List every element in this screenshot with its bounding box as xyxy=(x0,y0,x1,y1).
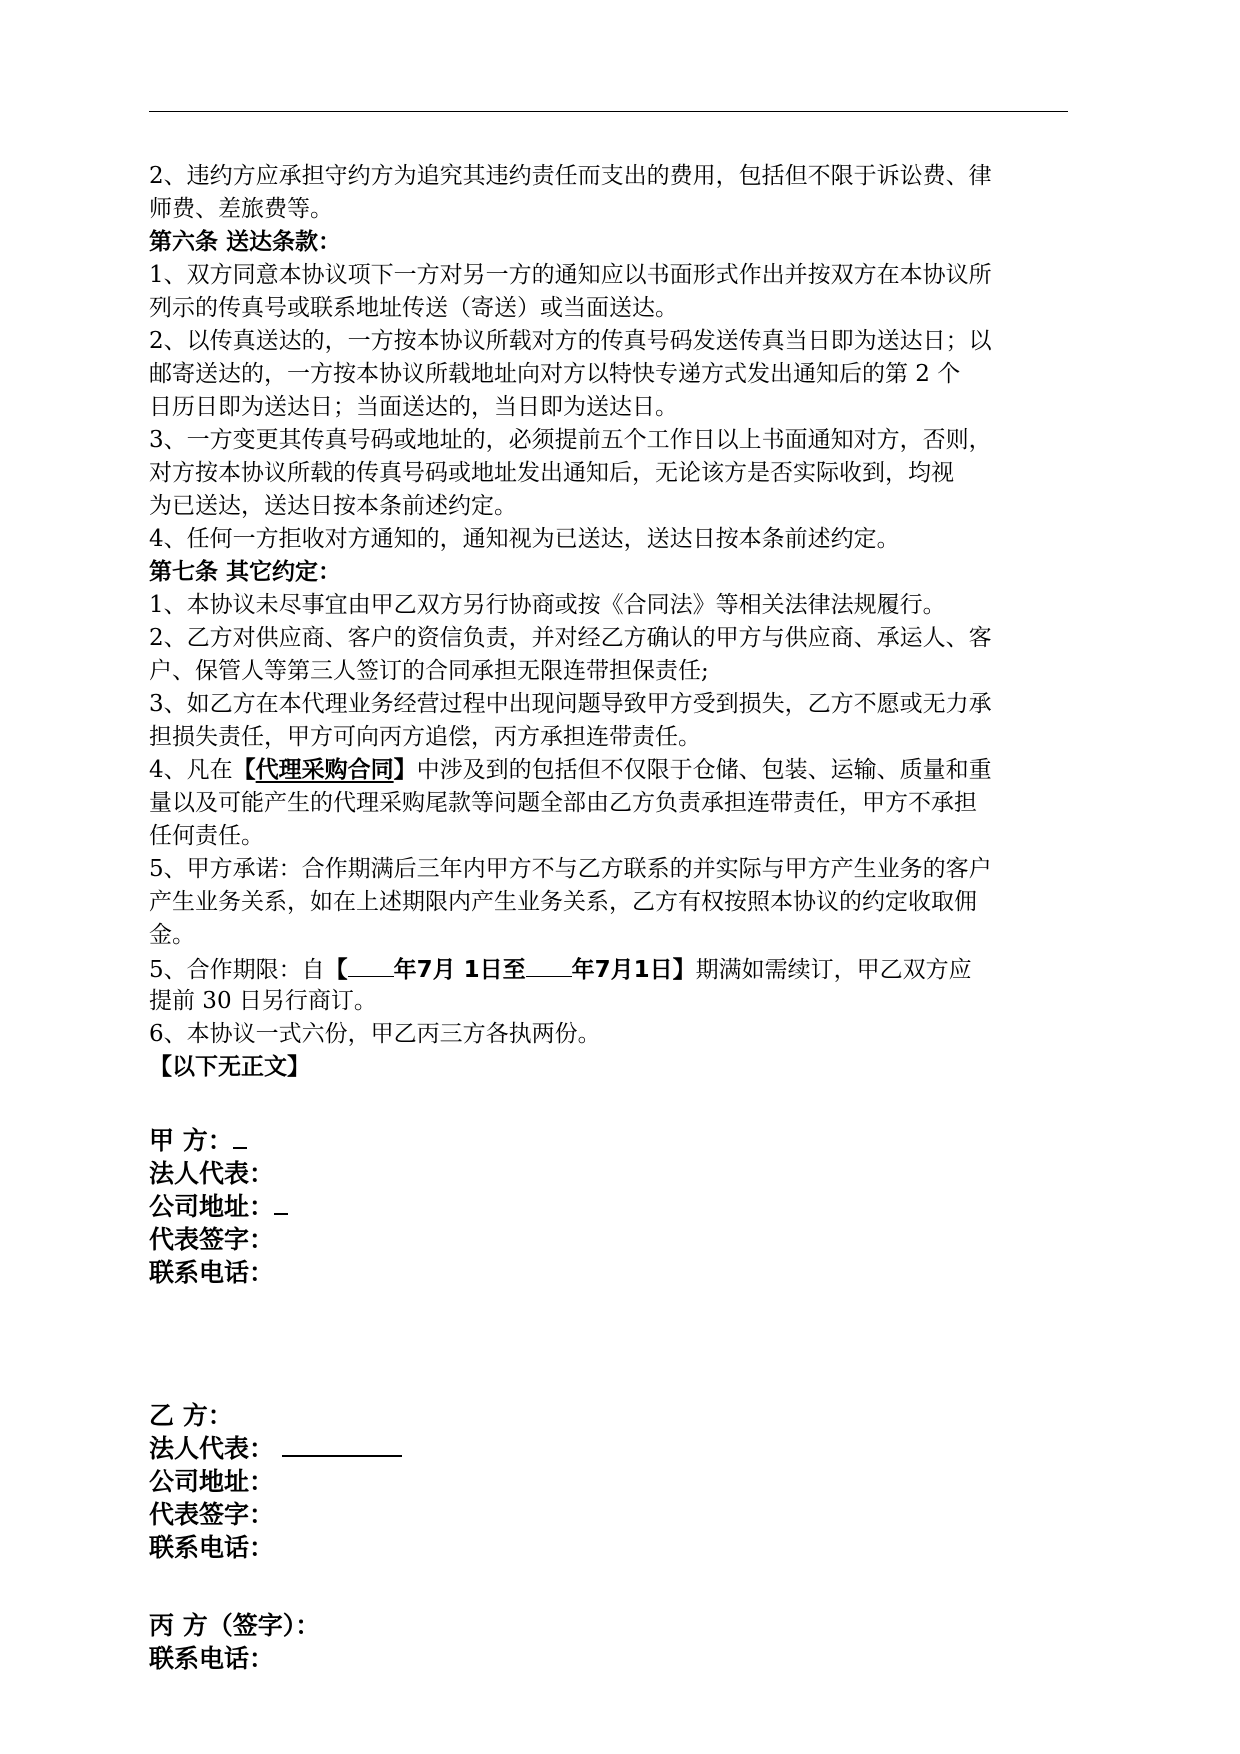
clause-text: 量以及可能产生的代理采购尾款等问题全部由乙方负责承担连带责任，甲方不承担 xyxy=(149,790,977,816)
clause-text: 2、以传真送达的，一方按本协议所载对方的传真号码发送传真当日即为送达日；以 xyxy=(149,328,992,354)
no-text-below: 【以下无正文】 xyxy=(149,1054,310,1080)
bracket-open: 【 xyxy=(232,757,256,783)
term-start-date: 年7月 1日至 xyxy=(393,957,526,983)
clause-text: 产生业务关系，如在上述期限内产生业务关系，乙方有权按照本协议的约定收取佣 xyxy=(149,889,977,915)
party-c-phone: 联系电话： xyxy=(149,1644,275,1673)
bracket-close: 】 xyxy=(393,757,417,783)
term-end-date: 年7月1日】 xyxy=(571,957,696,983)
party-b-block xyxy=(149,1399,1109,1564)
clause-text xyxy=(149,754,1109,787)
clause-text: 邮寄送达的，一方按本协议所载地址向对方以特快专递方式发出通知后的第 2 个 xyxy=(149,361,961,387)
clause-text: 任何责任。 xyxy=(149,823,264,849)
party-a-address-row xyxy=(149,1190,1109,1223)
clause-text: 4、任何一方拒收对方通知的，通知视为已送达，送达日按本条前述约定。 xyxy=(149,526,900,552)
clause-text: 6、本协议一式六份，甲乙丙三方各执两份。 xyxy=(149,1021,601,1047)
contract-name: 代理采购合同 xyxy=(255,757,394,783)
party-a-block xyxy=(149,1124,1109,1289)
clause-text: 提前 30 日另行商订。 xyxy=(149,988,377,1014)
term-clause xyxy=(149,952,1109,985)
clause-text: 日历日即为送达日；当面送达的，当日即为送达日。 xyxy=(149,394,678,420)
article-7-title: 第七条 其它约定： xyxy=(149,559,342,585)
party-c-block xyxy=(149,1609,1109,1675)
party-a-address-blank[interactable] xyxy=(274,1191,288,1215)
clause-suffix: 中涉及到的包括但不仅限于仓储、包装、运输、质量和重 xyxy=(416,757,992,783)
party-b-sign: 代表签字： xyxy=(149,1500,275,1529)
clause-text: 2、违约方应承担守约方为追究其违约责任而支出的费用，包括但不限于诉讼费、律 xyxy=(149,163,992,189)
term-prefix: 5、合作期限：自 xyxy=(149,957,325,983)
year-blank-end[interactable] xyxy=(526,952,572,977)
clause-text: 2、乙方对供应商、客户的资信负责，并对经乙方确认的甲方与供应商、承运人、客 xyxy=(149,625,992,651)
party-a-label: 甲 方： xyxy=(149,1126,233,1155)
party-b-rep-blank[interactable] xyxy=(282,1433,402,1457)
clause-text: 师费、差旅费等。 xyxy=(149,196,333,222)
article-6-title: 第六条 送达条款： xyxy=(149,229,342,255)
term-bracket: 【 xyxy=(324,957,348,983)
term-suffix: 期满如需续订，甲乙双方应 xyxy=(695,957,972,983)
party-a-address-label: 公司地址： xyxy=(149,1192,275,1221)
clause-prefix: 4、凡在 xyxy=(149,757,233,783)
party-b-address: 公司地址： xyxy=(149,1467,275,1496)
clause-text: 1、本协议未尽事宜由甲乙双方另行协商或按《合同法》等相关法律法规履行。 xyxy=(149,592,946,618)
clause-text: 金。 xyxy=(149,922,195,948)
clause-text: 3、一方变更其传真号码或地址的，必须提前五个工作日以上书面通知对方，否则， xyxy=(149,427,992,453)
clause-text: 户、保管人等第三人签订的合同承担无限连带担保责任; xyxy=(149,658,709,684)
party-b-rep-row xyxy=(149,1432,1109,1465)
clause-text: 担损失责任，甲方可向丙方追偿，丙方承担连带责任。 xyxy=(149,724,701,750)
party-a-name-row xyxy=(149,1124,1109,1157)
party-b-label: 乙 方： xyxy=(149,1401,233,1430)
clause-text: 为已送达，送达日按本条前述约定。 xyxy=(149,493,517,519)
party-a-rep: 法人代表： xyxy=(149,1159,275,1188)
clause-text: 1、双方同意本协议项下一方对另一方的通知应以书面形式作出并按双方在本协议所 xyxy=(149,262,992,288)
party-a-name-blank[interactable] xyxy=(233,1125,247,1149)
clause-text: 列示的传真号或联系地址传送（寄送）或当面送达。 xyxy=(149,295,678,321)
header-rule xyxy=(149,111,1068,112)
clause-text: 5、甲方承诺：合作期满后三年内甲方不与乙方联系的并实际与甲方产生业务的客户 xyxy=(149,856,992,882)
party-b-rep-label: 法人代表： xyxy=(149,1434,275,1463)
party-c-label: 丙 方（签字）： xyxy=(149,1611,321,1640)
clause-text: 对方按本协议所载的传真号码或地址发出通知后，无论该方是否实际收到，均视 xyxy=(149,460,954,486)
year-blank-start[interactable] xyxy=(348,952,394,977)
clause-text: 3、如乙方在本代理业务经营过程中出现问题导致甲方受到损失，乙方不愿或无力承 xyxy=(149,691,992,717)
party-a-phone: 联系电话： xyxy=(149,1258,275,1287)
document-body xyxy=(149,160,1109,1675)
party-a-sign: 代表签字： xyxy=(149,1225,275,1254)
party-b-phone: 联系电话： xyxy=(149,1533,275,1562)
